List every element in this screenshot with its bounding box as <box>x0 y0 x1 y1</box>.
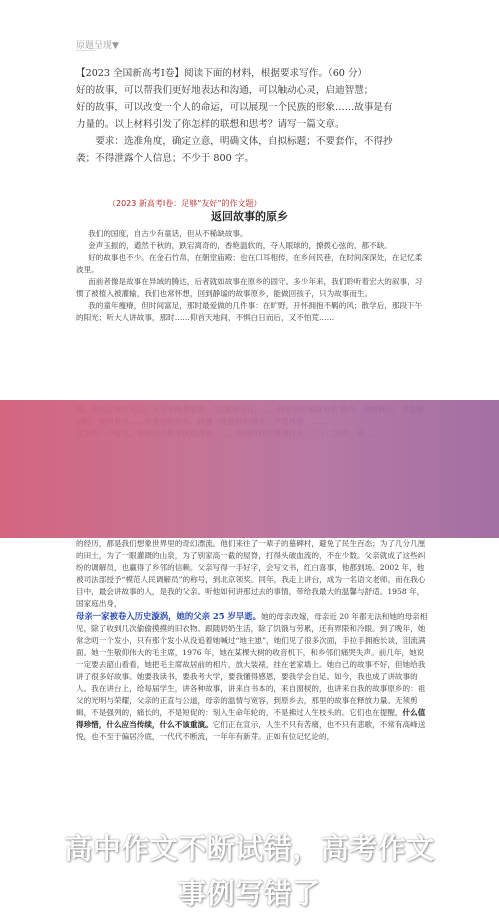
banner-title-line-2: 事例写错了 <box>178 877 321 910</box>
prompt-line-2: 好的故事，可以帮我们更好地表达和沟通，可以触动心灵，启迪智慧； <box>76 85 374 96</box>
essay-lower <box>76 538 428 743</box>
essay-paragraph-4: 而前者像是故事在异域的腾达，后者就如故事在原乡的固守。多少年来，我们聆听着宏大的叙事，习惯了被植入被灌输，我们也常怀想，回到静谧的故事原乡，能做回孩子，只为故事而生。 <box>76 277 423 298</box>
prompt-line-4: 力量的。以上材料引发了你怎样的联想和思考？请写一篇文章。 <box>76 119 345 130</box>
bold-sentence: 什么值得珍惜，什么应当传续，什么不该重演。 <box>76 708 426 729</box>
essay-title: 返回故事的原乡 <box>211 210 288 223</box>
essay-paragraph-3: 好的故事也不少。在金石竹帛，在朝堂庙殿；也在口耳相传，在乡问民巷，在时间深深处，在记忆柔波里。 <box>76 253 423 274</box>
prompt-line-3: 好的故事，可以改变一个人的命运，可以展现一个民族的形象……故事是有 <box>76 102 393 113</box>
banner-title-line-1: 高中作文不断试错，高考作文 <box>64 832 435 865</box>
essay-paragraph-5: 我的童年瘦瘠，但时间富足，那时最爱做的几件事：在旷野，开怀拥抱不羁的风；散学后，那段下午的阳光；听大人讲故事，那时……仰首天地间，不惧白日而后，又不怕荒…… <box>76 301 423 322</box>
header-divider <box>76 50 96 51</box>
prompt-line-5: 要求：选准角度，确定立意，明确文体，自拟标题；不要套作，不得抄 <box>95 136 393 147</box>
highlighted-sentence: 母亲一家被卷入历史漩涡，她的父亲 25 岁早逝。 <box>76 611 261 621</box>
essay-paragraph-7: 她的母亲改嫁，母亲近 20 年都无法和她的母亲相见，除了收到几次偷偷摸摸的旧衣物。跟随奶奶生活，除了饥饿与劳累，还有界限和冷眼。到了晚年，她常念叨一个发小，只有那个发小从没追着她喊过“地主崽”，她们见了很多次面，手拉手拥抱长谈，泪流满面。她一生敬仰伟大的毛主席，1976 年，她在某棵大树的收音机下，和乡邻们痛哭失声。前几年，她说一定要去韶山看看，她把毛主席故居前的相片，放大装裱，挂在老家墙上。她自己的故事不好，但她给我讲了很多好故事。她要我读书，要我考大学，要我懂得感恩，要我学会自足。如今，我也成了讲故事的人。我在讲台上，给每届学生，讲各种故事，讲来自书本的，来自窗棂的，也讲来自我的故事原乡的：祖父的光明与荣耀，父亲的正直与公道，母亲的温情与宽容，到原乡去，那里的故事在释放力量。无须剪辑，不是强列的，痛长的，不是短促的：刻入生命年轮的，不是拂过人生枝头的。它们也在提醒， <box>76 612 428 717</box>
essay-paragraph <box>76 228 428 324</box>
essay-paragraph-1: 我们的国度，自古少有童话，但从不稀缺故事。 <box>88 229 248 238</box>
essay-paragraph-6: 的经历，都是我们想象世界里的奇幻漂流。他们来往了一辈子的墓碑村，避免了民生百态；为了几分几厘的田土，为了一眼灌溉的山泉，为了别家高一截的屋脊，打得头破血流的，不在少数。父亲就成了这些纠纷的调解员，也赢得了乡邻的信赖。父亲写得一手好字，会写文书，红白喜事，他都到场。2002 年，他被司法部授予“模范人民调解员”的称号，到北京领奖。同年，我走上讲台，成为一名语文老师。而在我心目中，最会讲故事的人，是我的父亲。听他如何讲那过去的事情，带给我最大的温馨与舒适。1958 年，国家庭出身， <box>76 539 426 608</box>
section-header: 原题呈现▼ <box>76 41 119 51</box>
prompt-line-6: 袭；不得泄露个人信息；不少于 800 字。 <box>76 153 254 164</box>
prompt-line-1: 【2023 全国新高考Ⅰ卷】阅读下面的材料，根据要求写作。（60 分） <box>76 68 368 79</box>
essay-tag: （2023 新高考Ⅰ卷：足够“友好”的作文题） <box>108 199 262 208</box>
essay-paragraph-8: 它们正在宣示，人生不只有苦痛，也不只有悲歌，不常有高峰送悦，也不至于偏居冷底，一代代不断流，一年年有新芽。正如有位记忆论的， <box>76 720 426 741</box>
essay-paragraph-2: 金声玉振的，遒然千秋的，跌宕离奇的，香艳温软的，夺人眼球的，撩拨心弦的，都不缺。 <box>88 241 392 250</box>
